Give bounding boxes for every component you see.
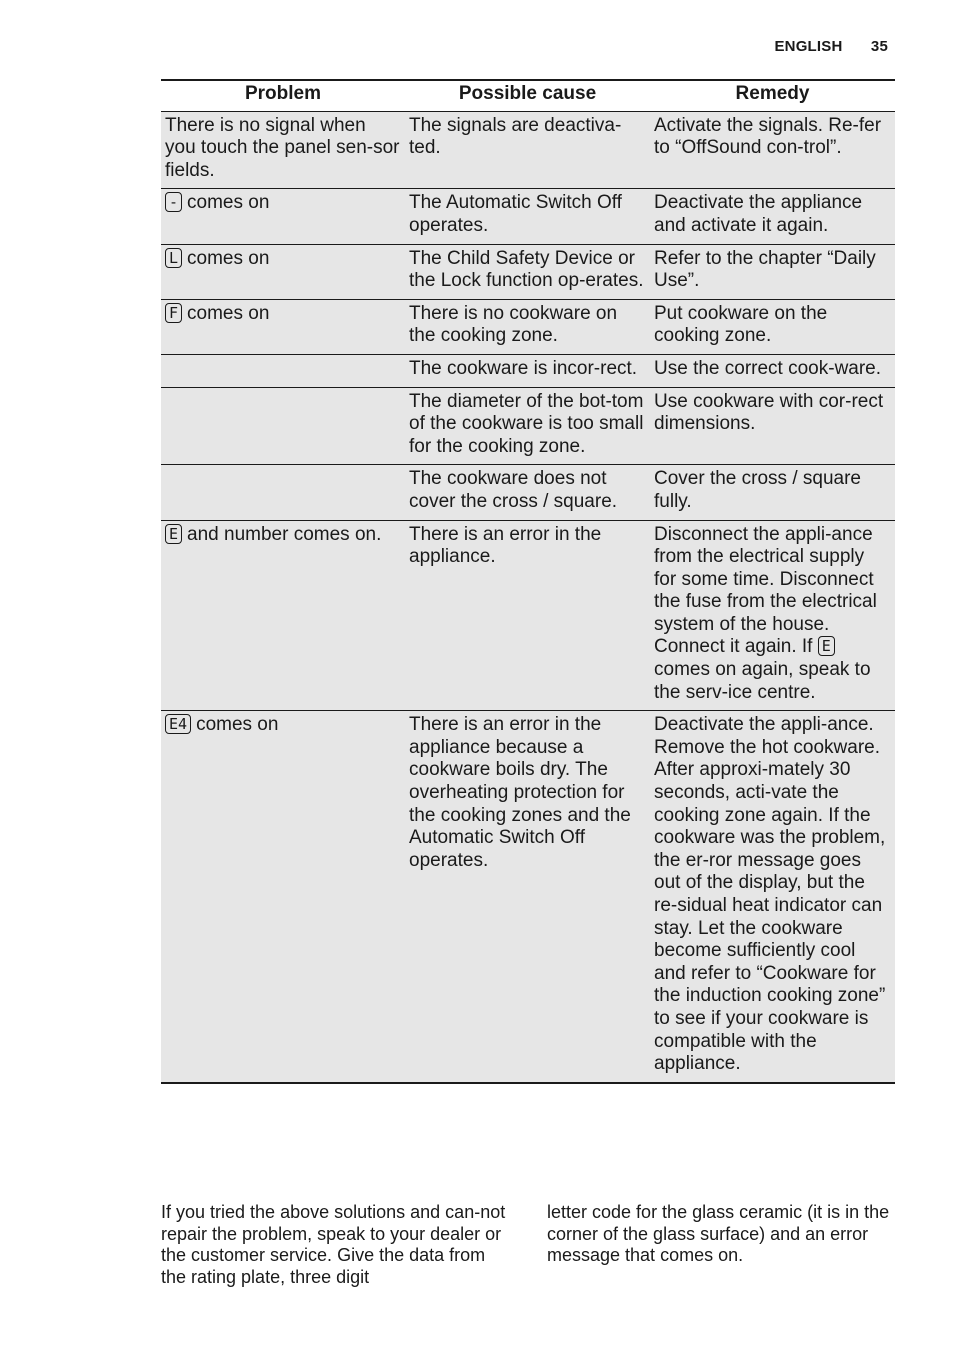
table-row	[161, 244, 895, 299]
display-symbol-icon: F	[165, 303, 182, 323]
display-symbol-icon: L	[165, 248, 182, 268]
problem-cell	[161, 354, 405, 387]
table-row	[161, 354, 895, 387]
cause-cell: The cookware does not cover the cross / square.	[405, 465, 650, 520]
table-row	[161, 111, 895, 189]
table-row	[161, 465, 895, 520]
remedy-cell	[650, 520, 895, 711]
remedy-text: Deactivate the appliance and activate it again.	[654, 192, 863, 236]
remedy-cell	[650, 299, 895, 354]
remedy-cell	[650, 189, 895, 244]
column-header-problem: Problem	[161, 80, 405, 111]
troubleshooting-table	[161, 79, 895, 1084]
problem-text: comes on	[187, 302, 270, 324]
language-label: ENGLISH	[774, 38, 843, 55]
remedy-cell	[650, 244, 895, 299]
remedy-cell	[650, 354, 895, 387]
table-row	[161, 299, 895, 354]
remedy-text: Refer to the chapter “Daily Use”.	[654, 247, 876, 292]
cause-cell: The Automatic Switch Off operates.	[405, 189, 650, 244]
display-symbol-icon: E	[165, 524, 182, 544]
problem-cell	[161, 189, 405, 244]
table-row	[161, 711, 895, 1083]
problem-text: comes on	[187, 192, 270, 214]
cause-cell: The signals are deactiva-ted.	[405, 111, 650, 189]
remedy-text: Activate the signals. Re-fer to “OffSound con-trol”.	[654, 114, 882, 159]
cause-cell: The Child Safety Device or the Lock function op-erates.	[405, 244, 650, 299]
problem-cell	[161, 465, 405, 520]
problem-cell	[161, 111, 405, 189]
remedy-cell	[650, 711, 895, 1083]
remedy-cell	[650, 465, 895, 520]
remedy-text: Use cookware with cor-rect dimensions.	[654, 390, 884, 435]
cause-cell: The cookware is incor-rect.	[405, 354, 650, 387]
cause-cell: The diameter of the bot-tom of the cookware is too small for the cooking zone.	[405, 387, 650, 465]
page-number: 35	[870, 38, 888, 55]
footer-right-paragraph: letter code for the glass ceramic (it is in the corner of the glass surface) and an error message that comes on.	[547, 1202, 890, 1266]
problem-cell	[161, 299, 405, 354]
remedy-text-continued: comes on again, speak to the serv-ice centre.	[654, 659, 871, 703]
problem-text: comes on	[187, 247, 270, 269]
footer-text	[161, 1202, 895, 1288]
remedy-text: Deactivate the appli-ance. Remove the hot cookware. After approxi-mately 30 seconds, acti-vate the cooking zone again. If the cookware was the problem, the er-ror message goes out of the display, but the re-sidual heat indicator can stay. Let the cookware become sufficiently cool and refer to “Cookware for the induction cooking zone” to see if your cookware is compatible with the appliance.	[654, 714, 886, 1075]
remedy-text: Cover the cross / square fully.	[654, 468, 861, 512]
table-row	[161, 189, 895, 244]
remedy-text: Disconnect the appli-ance from the electrical supply for some time. Disconnect the fuse from the electrical system of the house. Connect it again. If	[654, 523, 877, 658]
display-symbol-icon: E	[818, 636, 835, 656]
problem-cell	[161, 244, 405, 299]
table-row	[161, 387, 895, 465]
remedy-cell	[650, 111, 895, 189]
cause-cell: There is an error in the appliance.	[405, 520, 650, 711]
cause-cell: There is no cookware on the cooking zone.	[405, 299, 650, 354]
table-row	[161, 520, 895, 711]
problem-cell	[161, 520, 405, 711]
footer-left-paragraph: If you tried the above solutions and can-not repair the problem, speak to your dealer or the customer service. Give the data from the rating plate, three digit	[161, 1202, 506, 1287]
remedy-text: Use the correct cook-ware.	[654, 357, 882, 379]
remedy-cell	[650, 387, 895, 465]
remedy-text: Put cookware on the cooking zone.	[654, 302, 828, 347]
problem-cell	[161, 711, 405, 1083]
cause-cell: There is an error in the appliance because a cookware boils dry. The overheating protection for the cooking zones and the Automatic Switch Off operates.	[405, 711, 650, 1083]
page-header	[774, 38, 888, 55]
problem-text: There is no signal when you touch the panel sen-sor fields.	[165, 114, 400, 181]
display-symbol-icon: E4	[165, 714, 191, 734]
table-header-row	[161, 80, 895, 111]
problem-text: comes on	[196, 714, 279, 736]
column-header-cause: Possible cause	[405, 80, 650, 111]
problem-text: and number comes on.	[187, 523, 382, 545]
column-header-remedy: Remedy	[650, 80, 895, 111]
display-symbol-icon: -	[165, 192, 182, 212]
problem-cell	[161, 387, 405, 465]
